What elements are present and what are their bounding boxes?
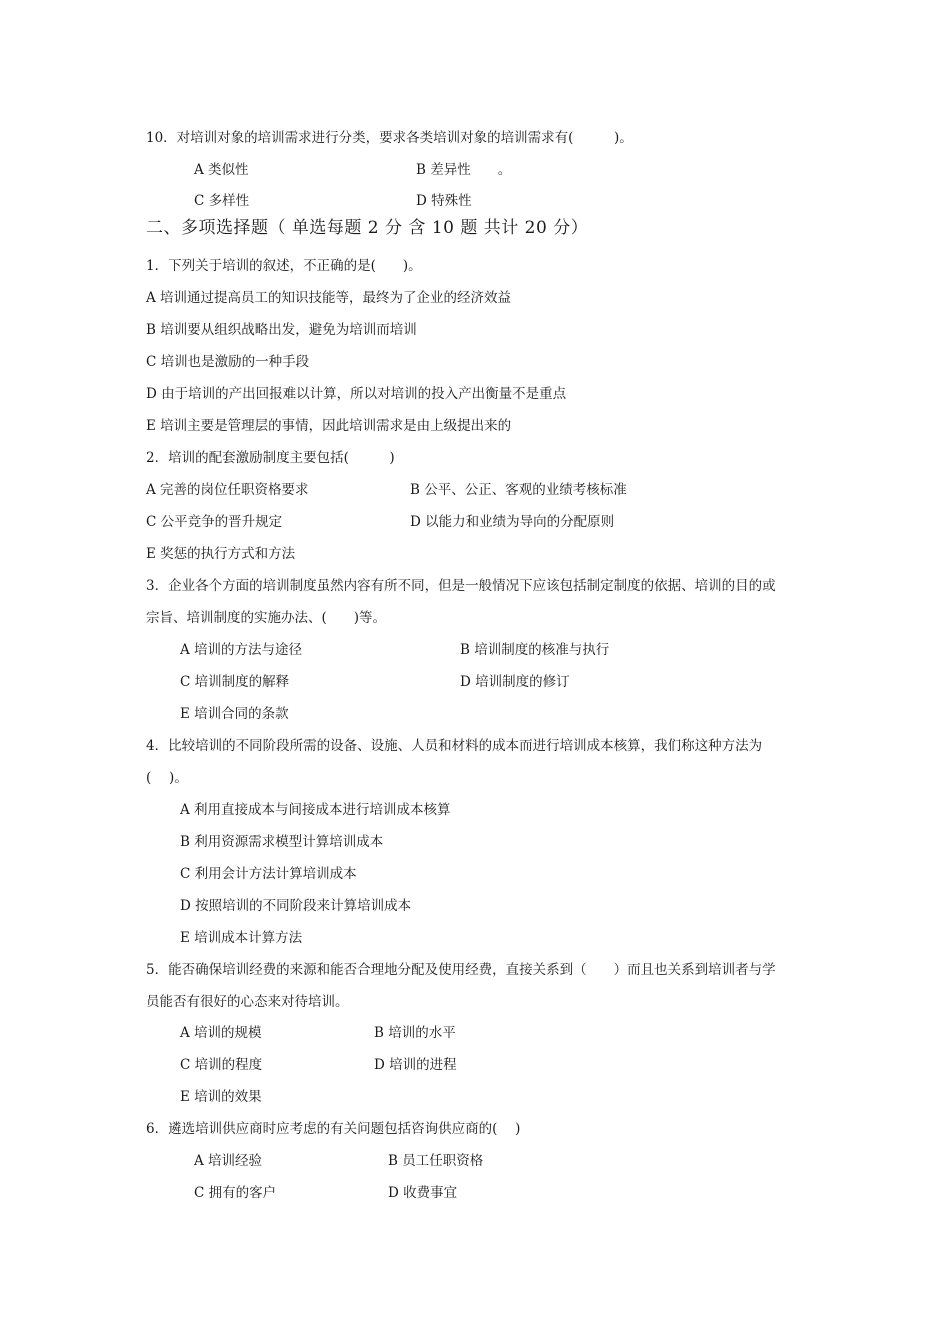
mc-4-option-c: C 利用会计方法计算培训成本 — [180, 866, 357, 882]
mc-1-option-b: B 培训要从组织战略出发，避免为培训而培训 — [146, 322, 417, 338]
mc-3-option-a: A 培训的方法与途径 — [180, 642, 303, 658]
mc-3-stem-line-1: 3．企业各个方面的培训制度虽然内容有所不同，但是一般情况下应该包括制定制度的依据、培训的目的或 — [146, 578, 776, 594]
mc-6-stem: 6．遴选培训供应商时应考虑的有关问题包括咨询供应商的( ) — [146, 1121, 521, 1137]
mc-2-option-d: D 以能力和业绩为导向的分配原则 — [410, 514, 615, 530]
mc-5-stem-line-2: 员能否有很好的心态来对待培训。 — [146, 994, 349, 1010]
mc-3-option-b: B 培训制度的核准与执行 — [460, 642, 610, 658]
mc-2-stem: 2．培训的配套激励制度主要包括( ) — [146, 450, 395, 466]
question-10-option-b: B 差异性 。 — [416, 162, 512, 178]
mc-6-option-b: B 员工任职资格 — [388, 1153, 484, 1169]
mc-2-option-c: C 公平竞争的晋升规定 — [146, 514, 283, 530]
question-10-option-c: C 多样性 — [194, 193, 250, 209]
mc-3-stem-line-2: 宗旨、培训制度的实施办法、( )等。 — [146, 610, 387, 626]
question-10-stem: 10．对培训对象的培训需求进行分类，要求各类培训对象的培训需求有( )。 — [146, 130, 633, 146]
mc-5-option-a: A 培训的规模 — [180, 1025, 262, 1041]
mc-3-option-e: E 培训合同的条款 — [180, 706, 289, 722]
mc-6-option-a: A 培训经验 — [194, 1153, 263, 1169]
mc-1-option-a: A 培训通过提高员工的知识技能等，最终为了企业的经济效益 — [146, 290, 512, 306]
mc-2-option-b: B 公平、公正、客观的业绩考核标准 — [410, 482, 627, 498]
mc-3-option-d: D 培训制度的修订 — [460, 674, 570, 690]
mc-6-option-d: D 收费事宜 — [388, 1185, 458, 1201]
section-2-title: 二、多项选择题（ 单选每题 2 分 含 10 题 共计 20 分） — [146, 218, 589, 238]
mc-1-option-c: C 培训也是激励的一种手段 — [146, 354, 310, 370]
mc-4-stem-line-2: ( )。 — [146, 770, 188, 786]
mc-6-option-c: C 拥有的客户 — [194, 1185, 277, 1201]
mc-2-option-a: A 完善的岗位任职资格要求 — [146, 482, 309, 498]
mc-5-option-e: E 培训的效果 — [180, 1089, 262, 1105]
mc-4-option-a: A 利用直接成本与间接成本进行培训成本核算 — [180, 802, 451, 818]
mc-4-option-d: D 按照培训的不同阶段来计算培训成本 — [180, 898, 412, 914]
mc-1-stem: 1．下列关于培训的叙述，不正确的是( )。 — [146, 258, 422, 274]
mc-5-option-b: B 培训的水平 — [374, 1025, 456, 1041]
question-10-option-d: D 特殊性 — [416, 193, 472, 209]
mc-5-option-c: C 培训的程度 — [180, 1057, 263, 1073]
question-10-option-a: A 类似性 — [194, 162, 249, 178]
mc-4-stem-line-1: 4．比较培训的不同阶段所需的设备、设施、人员和材料的成本而进行培训成本核算，我们称这种方法为 — [146, 738, 763, 754]
mc-1-option-d: D 由于培训的产出回报难以计算，所以对培训的投入产出衡量不是重点 — [146, 386, 567, 402]
mc-4-option-b: B 利用资源需求模型计算培训成本 — [180, 834, 384, 850]
mc-5-stem-line-1: 5．能否确保培训经费的来源和能否合理地分配及使用经费，直接关系到（ ）而且也关系到培训者与学 — [146, 962, 776, 978]
mc-1-option-e: E 培训主要是管理层的事情，因此培训需求是由上级提出来的 — [146, 418, 512, 434]
mc-4-option-e: E 培训成本计算方法 — [180, 930, 303, 946]
mc-3-option-c: C 培训制度的解释 — [180, 674, 290, 690]
mc-5-option-d: D 培训的进程 — [374, 1057, 457, 1073]
mc-2-option-e: E 奖惩的执行方式和方法 — [146, 546, 296, 562]
